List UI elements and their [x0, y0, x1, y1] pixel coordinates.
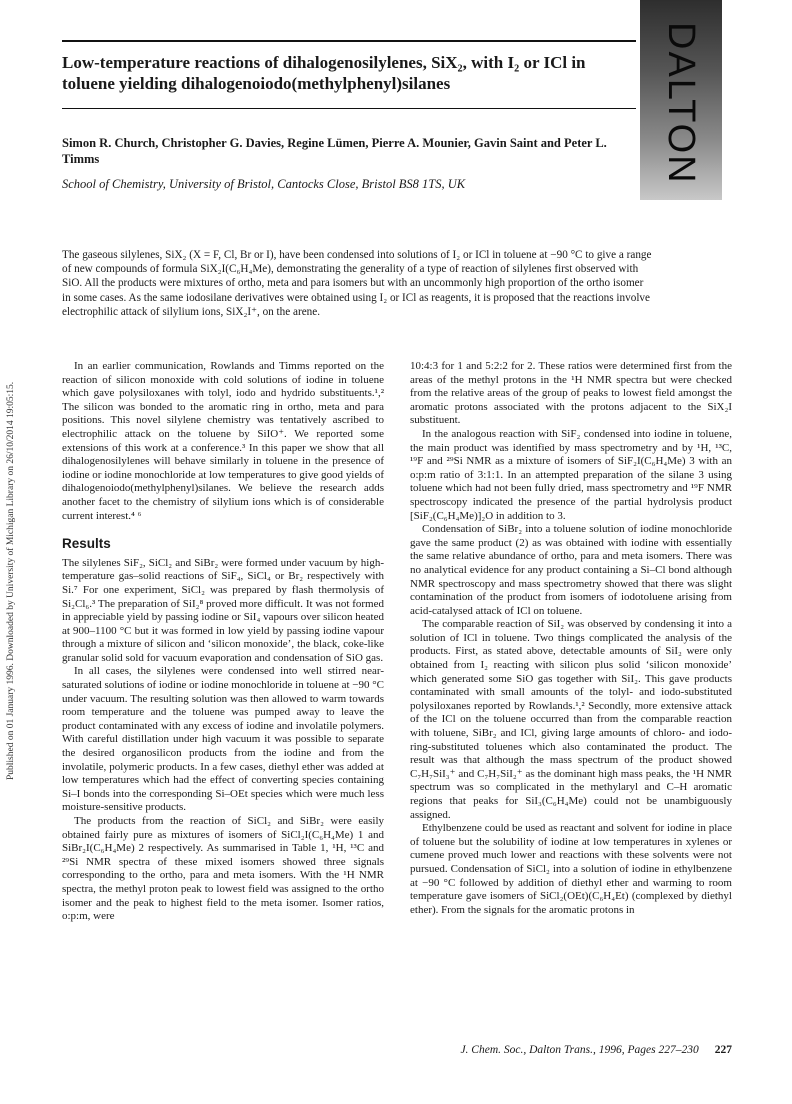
title-rule [62, 108, 636, 109]
page-number: 227 [714, 1044, 732, 1056]
page-footer [400, 1044, 732, 1056]
results-paragraph-2: In all cases, the silylenes were condensed into well stirred near-saturated solutions of iodine or iodine monochloride in toluene at −90 °C under vacuum. The resulting solution was then allowed to warm towards room temperature and the toluene was pumped away to leave the product contaminated with any excess of iodine and involatile polymers. With careful distillation under high vacuum it was possible to separate the desired organosilicon products from the iodine and from the involatile, polymeric products. In a few cases, diethyl ether was added at low temperatures which had the effect of converting species containing Si–I bonds into the corresponding Si–OEt species which were much less moisture-sensitive products. [62, 665, 384, 814]
top-rule [62, 40, 636, 42]
results-paragraph-1: The silylenes SiF₂, SiCl₂ and SiBr₂ were formed under vacuum by high-temperature gas–solid reactions of SiF₄, SiCl₄ or Br₂ respectively with Si.⁷ For one experiment, SiCl₂ was prepared by flash thermolysis of Si₂Cl₆.³ The preparation of SiI₂⁸ proved more difficult. It was not formed in appreciable yield by passing iodine or SiI₄ vapours over silicon heated at 900–1100 °C but it was formed in low yield by passing iodine vapour through a mixture of silicon and ‘silicon monoxide’, the black, coke-like granular solid sold for vacuum evaporation and condensation of SiO gas. [62, 556, 384, 664]
results-paragraph-4: 10:4:3 for 1 and 5:2:2 for 2. These ratios were determined first from the areas of the methyl protons in the ¹H NMR spectra but were checked from the relative areas of the group of peaks to lowest field amongst the aromatic protons associated with the protons adjacent to the SiX₂I substituent. [410, 360, 732, 427]
left-column [62, 360, 384, 924]
section-heading-results: Results [62, 536, 111, 552]
download-notice: Published on 01 January 1996. Downloaded by University of Michigan Library on 26/10/2014 19:05:15. [6, 381, 16, 780]
journal-citation: J. Chem. Soc., Dalton Trans., 1996, Pages 227–230 [460, 1044, 699, 1056]
results-paragraph-6: Condensation of SiBr₂ into a toluene solution of iodine monochloride gave the same product (2) as was obtained with iodine with essentially the same relative abundance of ortho, para and meta isomers. There was no analytical evidence for any product containing a Si–Cl bond although NMR spectroscopy and mass spectrometry showed that there was slight contamination of the product from isomers of iodotoluene arising from acid-catalysed attack of ICl on toluene. [410, 523, 732, 617]
results-paragraph-3: The products from the reaction of SiCl₂ and SiBr₂ were easily obtained fairly pure as mixtures of isomers of SiCl₂I(C₆H₄Me) 1 and SiBr₂I(C₆H₄Me) 2 respectively. As summarised in Table 1, ¹H, ¹³C and ²⁹Si NMR spectra of these mixed isomers showed three signals corresponding to the ortho, para and meta isomers. With the ¹H NMR spectra, the methyl proton peak to lowest field was assigned to the ortho isomer and the peak to highest field to the meta isomer. Isomer ratios, o:p:m, were [62, 815, 384, 923]
abstract: The gaseous silylenes, SiX₂ (X = F, Cl, Br or I), have been condensed into solutions of I₂ or ICl in toluene at −90 °C to give a range of new compounds of formula SiX₂I(C₆H₄Me), demonstrating the generality of a type of reaction of silylenes first observed with SiO. All the products were mixtures of ortho, meta and para isomers but with an uncommonly high proportion of the ortho isomer in some cases. As the same iodosilane derivatives were obtained using I₂ or ICl as reagents, it is proposed that the reactions involve electrophilic attack of silylium ions, SiX₂I⁺, on the arene. [62, 249, 652, 318]
author-list: Simon R. Church, Christopher G. Davies, Regine Lümen, Pierre A. Mounier, Gavin Saint and Peter L. Timms [62, 136, 607, 166]
results-paragraph-5: In the analogous reaction with SiF₂ condensed into iodine in toluene, the main product was identified by mass spectrometry and by ¹H, ¹³C, ¹⁹F and ²⁹Si NMR as a mixture of isomers of SiF₂I(C₆H₄Me) 3 with an o:p:m ratio of 3:1:1. In an attempted preparation of the silane 3 using toluene which had not been fully dried, mass spectrometry and ¹⁹F NMR spectroscopy indicated the presence of the partial hydrolysis product [SiF₂(C₆H₄Me)]₂O in addition to 3. [410, 427, 732, 522]
journal-name: DALTON [660, 22, 702, 185]
results-paragraph-7: The comparable reaction of SiI₂ was observed by condensing it into a solution of ICl in toluene. Two things complicated the analysis of the products. First, as stated above, detectable amounts of SiI₂ were only obtained from I₂ reacting with silicon plus solid ‘silicon monoxide’ which generated some SiO gas together with SiI₂. This gave products contaminated with small amounts of the tolyl- and iodo-substituted polysiloxanes reported by Rowlands.¹,² Secondly, more extensive attack of the ICl on the toluene occurred than from the comparable reaction with toluene, SiBr₂ and ICl, giving large amounts of chloro- and iodo-ring-substituted toluenes which also contaminated the product. The result was that although the mass spectrum of the product showed C₇H₇SiI₃⁺ and C₇H₇SiI₂⁺ as the dominant high mass peaks, the ¹H NMR spectrum was so complicated in the methylaryl and C–H aromatic regions that peaks for SiI₃(C₆H₄Me) could not be unambiguously assigned. [410, 618, 732, 821]
intro-paragraph: In an earlier communication, Rowlands and Timms reported on the reaction of silicon monoxide with cold solutions of iodine in toluene which gave polysiloxanes with tolyl, iodo and hydrido substituents.¹,² The silicon was bonded to the aromatic ring in ortho, meta and para positions. This novel silylene chemistry was tentatively ascribed to electrophilic attack on the toluene by SiIO⁺. We reported some extensions of this work at a conference.³ In this paper we show that all dihalogenosilylenes will behave similarly in toluene in the presence of iodine or iodine monochloride at low temperatures to give good yields of dihalogenoiodo(methylphenyl)silanes. We believe the research adds another facet to the chemistry of silylium ions which is of considerable current interest.⁴ ⁶ [62, 360, 384, 522]
results-paragraph-8: Ethylbenzene could be used as reactant and solvent for iodine in place of toluene but the solubility of iodine at low temperatures in xylenes or cumene proved much lower and reactions with these solvents were not pursued. Condensation of SiCl₂ into a solution of iodine in ethylbenzene at −90 °C followed by addition of diethyl ether and warming to room temperature gave isomers of SiCl₂(OEt)(C₆H₄Et) (complexed by diethyl ether). From the signals for the aromatic protons in [410, 822, 732, 916]
right-column [410, 360, 732, 917]
article-title: Low-temperature reactions of dihalogenosilylenes, SiX₂, with I₂ or ICl in toluene yielding dihalogenoiodo(methylphenyl)silanes [62, 53, 586, 93]
affiliation: School of Chemistry, University of Bristol, Cantocks Close, Bristol BS8 1TS, UK [62, 177, 466, 191]
